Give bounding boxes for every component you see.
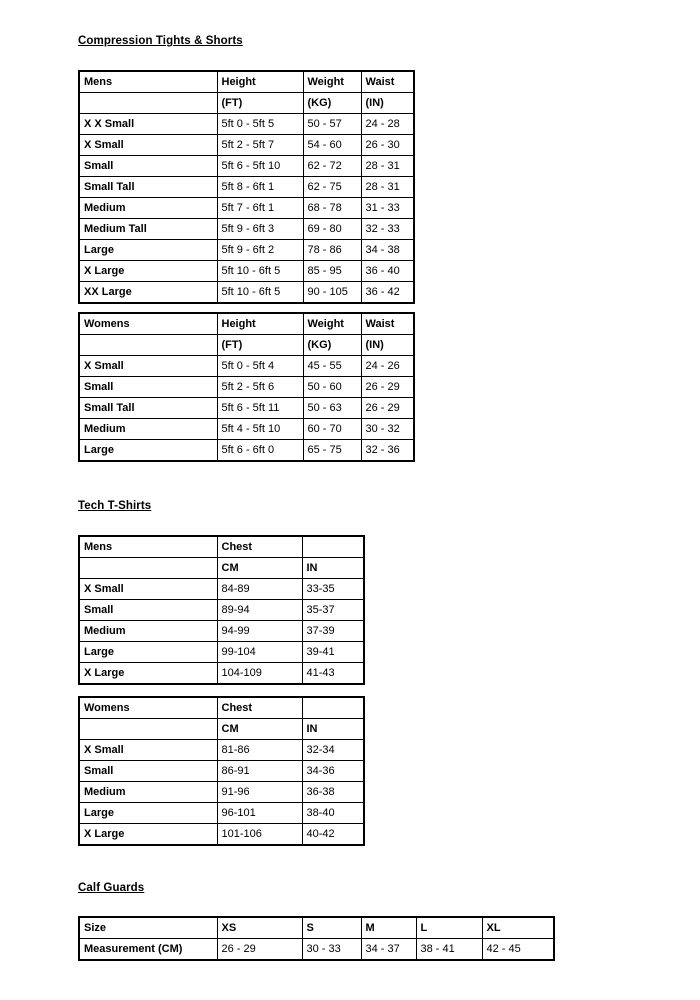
value-cell: 68 - 78 — [303, 198, 361, 219]
table-womens-compression — [78, 312, 415, 462]
size-label: X Small — [79, 356, 217, 377]
value-cell: 101-106 — [217, 824, 302, 846]
value-cell: 78 - 86 — [303, 240, 361, 261]
table-calf-guards — [78, 916, 555, 961]
value-cell: 5ft 6 - 5ft 10 — [217, 156, 303, 177]
value-cell: 36-38 — [302, 782, 364, 803]
value-cell: 50 - 60 — [303, 377, 361, 398]
column-header: Height — [217, 313, 303, 335]
table-units-row — [79, 93, 414, 114]
size-label: Medium — [79, 198, 217, 219]
value-cell: 89-94 — [217, 600, 302, 621]
value-cell: 32 - 33 — [361, 219, 414, 240]
column-header: Waist — [361, 313, 414, 335]
column-header: Womens — [79, 313, 217, 335]
table-row — [79, 114, 414, 135]
value-cell: 33-35 — [302, 579, 364, 600]
size-label: XX Large — [79, 282, 217, 304]
value-cell: 34 - 38 — [361, 240, 414, 261]
section-heading-compression: Compression Tights & Shorts — [78, 35, 243, 47]
value-cell: 5ft 9 - 6ft 2 — [217, 240, 303, 261]
table-row — [79, 398, 414, 419]
value-cell: 5ft 6 - 5ft 11 — [217, 398, 303, 419]
value-cell: 30 - 33 — [302, 939, 361, 961]
unit-cell: CM — [217, 719, 302, 740]
size-label: Large — [79, 240, 217, 261]
unit-cell: IN — [302, 558, 364, 579]
column-header: M — [361, 917, 416, 939]
column-header: Height — [217, 71, 303, 93]
table-row — [79, 600, 364, 621]
value-cell: 36 - 40 — [361, 261, 414, 282]
table-row — [79, 740, 364, 761]
size-label: X Large — [79, 824, 217, 846]
table-header-row — [79, 697, 364, 719]
size-label: X Small — [79, 740, 217, 761]
value-cell: 26 - 30 — [361, 135, 414, 156]
size-label: Small Tall — [79, 398, 217, 419]
size-label: X Large — [79, 261, 217, 282]
section-heading-calf-guards: Calf Guards — [78, 882, 145, 894]
value-cell: 5ft 2 - 5ft 7 — [217, 135, 303, 156]
table-row — [79, 440, 414, 462]
table-row — [79, 782, 364, 803]
value-cell: 42 - 45 — [482, 939, 554, 961]
table-row — [79, 579, 364, 600]
value-cell: 96-101 — [217, 803, 302, 824]
table-row — [79, 240, 414, 261]
table-row — [79, 939, 554, 961]
value-cell: 5ft 8 - 6ft 1 — [217, 177, 303, 198]
table-row — [79, 261, 414, 282]
value-cell: 60 - 70 — [303, 419, 361, 440]
table-row — [79, 356, 414, 377]
unit-cell: (FT) — [217, 335, 303, 356]
table-row — [79, 156, 414, 177]
table-row — [79, 621, 364, 642]
value-cell: 39-41 — [302, 642, 364, 663]
value-cell: 40-42 — [302, 824, 364, 846]
value-cell: 38 - 41 — [416, 939, 482, 961]
table-units-row — [79, 335, 414, 356]
size-label: X Small — [79, 579, 217, 600]
unit-cell — [79, 335, 217, 356]
table-row — [79, 198, 414, 219]
value-cell: 30 - 32 — [361, 419, 414, 440]
table-row — [79, 761, 364, 782]
table-row — [79, 419, 414, 440]
size-label: Medium — [79, 782, 217, 803]
value-cell: 34-36 — [302, 761, 364, 782]
value-cell: 35-37 — [302, 600, 364, 621]
value-cell: 86-91 — [217, 761, 302, 782]
section-heading-tech-tshirts: Tech T-Shirts — [78, 500, 152, 512]
column-header: L — [416, 917, 482, 939]
value-cell: 41-43 — [302, 663, 364, 685]
table-row — [79, 663, 364, 685]
value-cell: 26 - 29 — [217, 939, 302, 961]
column-header: Weight — [303, 71, 361, 93]
value-cell: 28 - 31 — [361, 177, 414, 198]
value-cell: 50 - 63 — [303, 398, 361, 419]
value-cell: 99-104 — [217, 642, 302, 663]
column-header — [302, 536, 364, 558]
size-label: Small — [79, 600, 217, 621]
unit-cell: (IN) — [361, 93, 414, 114]
size-label: X Large — [79, 663, 217, 685]
value-cell: 5ft 0 - 5ft 4 — [217, 356, 303, 377]
table-row — [79, 282, 414, 304]
table-header-row — [79, 917, 554, 939]
value-cell: 85 - 95 — [303, 261, 361, 282]
column-header: S — [302, 917, 361, 939]
value-cell: 32 - 36 — [361, 440, 414, 462]
value-cell: 54 - 60 — [303, 135, 361, 156]
value-cell: 5ft 6 - 6ft 0 — [217, 440, 303, 462]
table-row — [79, 135, 414, 156]
column-header: XL — [482, 917, 554, 939]
column-header: Chest — [217, 536, 302, 558]
table-mens-tech-tshirt — [78, 535, 365, 685]
value-cell: 26 - 29 — [361, 377, 414, 398]
size-label: Large — [79, 803, 217, 824]
size-label: Large — [79, 440, 217, 462]
column-header: Mens — [79, 536, 217, 558]
value-cell: 104-109 — [217, 663, 302, 685]
column-header: Size — [79, 917, 217, 939]
value-cell: 37-39 — [302, 621, 364, 642]
column-header: Waist — [361, 71, 414, 93]
value-cell: 62 - 72 — [303, 156, 361, 177]
size-label: Small — [79, 761, 217, 782]
unit-cell: (KG) — [303, 93, 361, 114]
unit-cell: IN — [302, 719, 364, 740]
size-label: X Small — [79, 135, 217, 156]
column-header: Chest — [217, 697, 302, 719]
value-cell: 81-86 — [217, 740, 302, 761]
unit-cell — [79, 558, 217, 579]
value-cell: 34 - 37 — [361, 939, 416, 961]
column-header: XS — [217, 917, 302, 939]
size-label: Medium Tall — [79, 219, 217, 240]
value-cell: 5ft 7 - 6ft 1 — [217, 198, 303, 219]
table-womens-tech-tshirt — [78, 696, 365, 846]
size-label: Small — [79, 377, 217, 398]
size-label: Medium — [79, 419, 217, 440]
value-cell: 36 - 42 — [361, 282, 414, 304]
column-header — [302, 697, 364, 719]
value-cell: 94-99 — [217, 621, 302, 642]
column-header: Weight — [303, 313, 361, 335]
value-cell: 84-89 — [217, 579, 302, 600]
unit-cell: (FT) — [217, 93, 303, 114]
value-cell: 24 - 28 — [361, 114, 414, 135]
value-cell: 28 - 31 — [361, 156, 414, 177]
value-cell: 5ft 10 - 6ft 5 — [217, 282, 303, 304]
value-cell: 69 - 80 — [303, 219, 361, 240]
value-cell: 32-34 — [302, 740, 364, 761]
value-cell: 62 - 75 — [303, 177, 361, 198]
value-cell: 5ft 2 - 5ft 6 — [217, 377, 303, 398]
column-header: Mens — [79, 71, 217, 93]
table-mens-compression — [78, 70, 415, 304]
value-cell: 5ft 10 - 6ft 5 — [217, 261, 303, 282]
measurement-label: Measurement (CM) — [79, 939, 217, 961]
size-label: Small Tall — [79, 177, 217, 198]
value-cell: 31 - 33 — [361, 198, 414, 219]
value-cell: 5ft 4 - 5ft 10 — [217, 419, 303, 440]
value-cell: 91-96 — [217, 782, 302, 803]
value-cell: 24 - 26 — [361, 356, 414, 377]
table-row — [79, 177, 414, 198]
table-header-row — [79, 71, 414, 93]
unit-cell: (KG) — [303, 335, 361, 356]
value-cell: 38-40 — [302, 803, 364, 824]
table-row — [79, 377, 414, 398]
table-row — [79, 803, 364, 824]
size-label: Large — [79, 642, 217, 663]
table-row — [79, 642, 364, 663]
table-header-row — [79, 313, 414, 335]
size-label: Small — [79, 156, 217, 177]
table-row — [79, 219, 414, 240]
value-cell: 5ft 9 - 6ft 3 — [217, 219, 303, 240]
value-cell: 90 - 105 — [303, 282, 361, 304]
column-header: Womens — [79, 697, 217, 719]
unit-cell — [79, 93, 217, 114]
table-header-row — [79, 536, 364, 558]
table-units-row — [79, 719, 364, 740]
value-cell: 50 - 57 — [303, 114, 361, 135]
table-row — [79, 824, 364, 846]
value-cell: 65 - 75 — [303, 440, 361, 462]
value-cell: 26 - 29 — [361, 398, 414, 419]
value-cell: 5ft 0 - 5ft 5 — [217, 114, 303, 135]
table-units-row — [79, 558, 364, 579]
value-cell: 45 - 55 — [303, 356, 361, 377]
unit-cell: (IN) — [361, 335, 414, 356]
size-label: Medium — [79, 621, 217, 642]
unit-cell — [79, 719, 217, 740]
unit-cell: CM — [217, 558, 302, 579]
size-label: X X Small — [79, 114, 217, 135]
